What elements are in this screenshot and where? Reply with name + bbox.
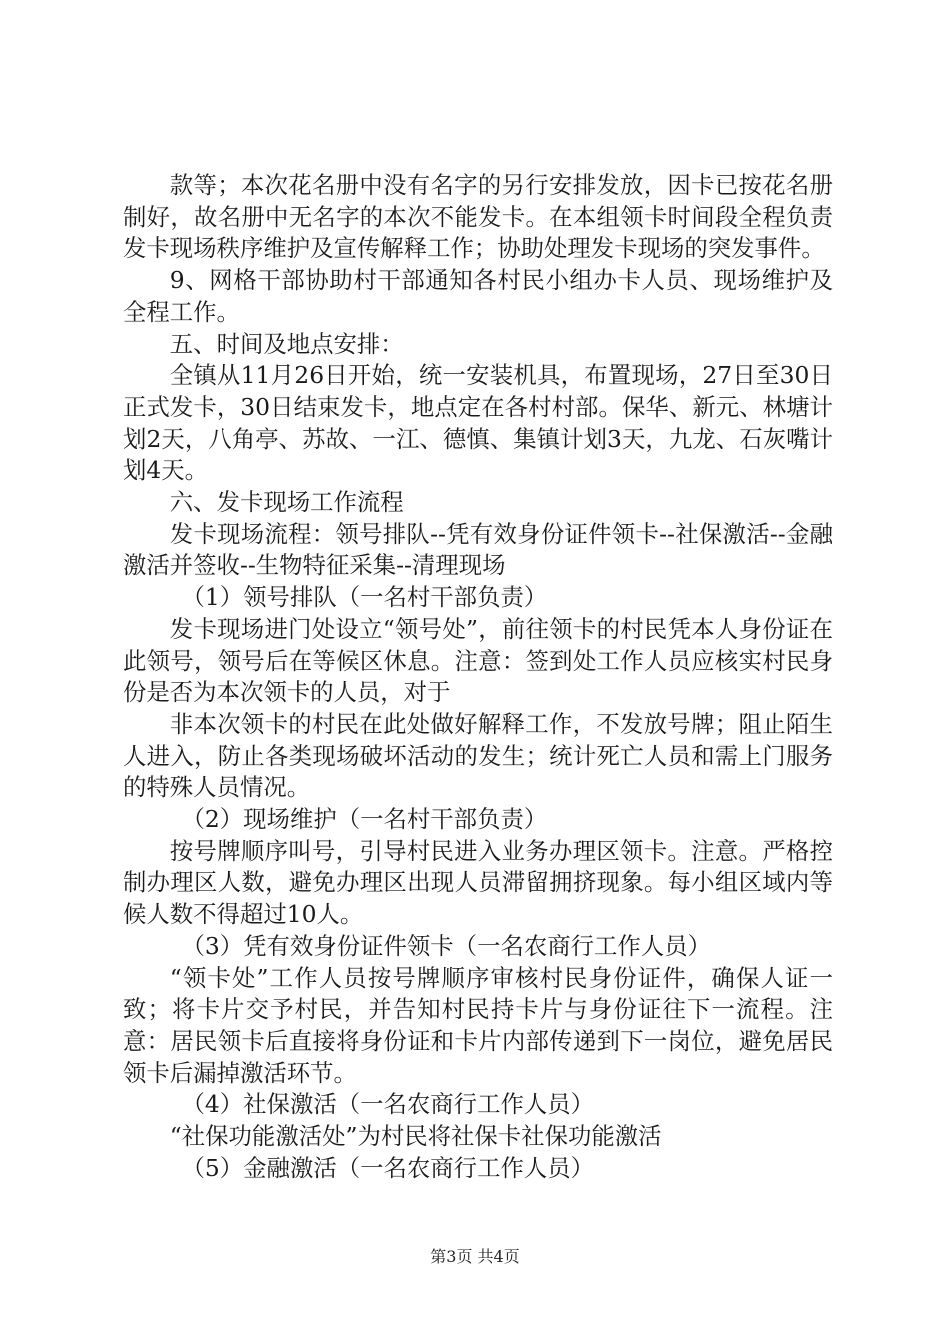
sub-heading: （3）凭有效身份证件领卡（一名农商行工作人员） [181,931,711,960]
sub-heading: （1）领号排队（一名村干部负责） [181,583,548,612]
paragraph: 发卡现场进门处设立“领号处”，前往领卡的村民凭本人身份证在此领号，领号后在等候区休息。注意：签到处工作人员应核实村民身份是否为本次领卡的人员，对于 [123,614,833,707]
sub-heading: （4）社保激活（一名农商行工作人员） [181,1090,595,1119]
section-heading: 五、时间及地点安排： [169,329,404,358]
paragraph: 发卡现场流程：领号排队--凭有效身份证件领卡--社保激活--金融激活并签收--生物特征采集--清理现场 [123,519,833,580]
paragraph: 全镇从11月26日开始，统一安装机具，布置现场，27日至30日正式发卡，30日结束发卡，地点定在各村村部。保华、新元、林塘计划2天，八角亭、苏故、一江、德慎、集镇计划3天，九龙、石灰嘴计划4天。 [123,361,833,485]
sub-heading: （5）金融激活（一名农商行工作人员） [181,1153,595,1182]
paragraph: 按号牌顺序叫号，引导村民进入业务办理区领卡。注意。严格控制办理区人数，避免办理区出现人员滞留拥挤现象。每小组区域内等候人数不得超过10人。 [123,836,833,929]
paragraph: 非本次领卡的村民在此处做好解释工作，不发放号牌；阻止陌生人进入，防止各类现场破坏活动的发生；统计死亡人员和需上门服务的特殊人员情况。 [123,709,833,802]
section-heading: 六、发卡现场工作流程 [169,488,404,517]
sub-heading: （2）现场维护（一名村干部负责） [181,805,548,834]
paragraph: 9、网格干部协助村干部通知各村民小组办卡人员、现场维护及全程工作。 [123,266,833,326]
paragraph: 款等；本次花名册中没有名字的另行安排发放，因卡已按花名册制好，故名册中无名字的本次不能发卡。在本组领卡时间段全程负责发卡现场秩序维护及宣传解释工作；协助处理发卡现场的突发事件。 [123,171,833,263]
page-number-footer: 第3页 共4页 [430,1247,520,1266]
document-body [123,170,833,1185]
paragraph: “社保功能激活处”为村民将社保卡社保功能激活 [169,1122,662,1151]
paragraph: “领卡处”工作人员按号牌顺序审核村民身份证件，确保人证一致；将卡片交予村民，并告知村民持卡片与身份证往下一流程。注意：居民领卡后直接将身份证和卡片内部传递到下一岗位，避免居民领卡后漏掉激活环节。 [123,963,833,1087]
